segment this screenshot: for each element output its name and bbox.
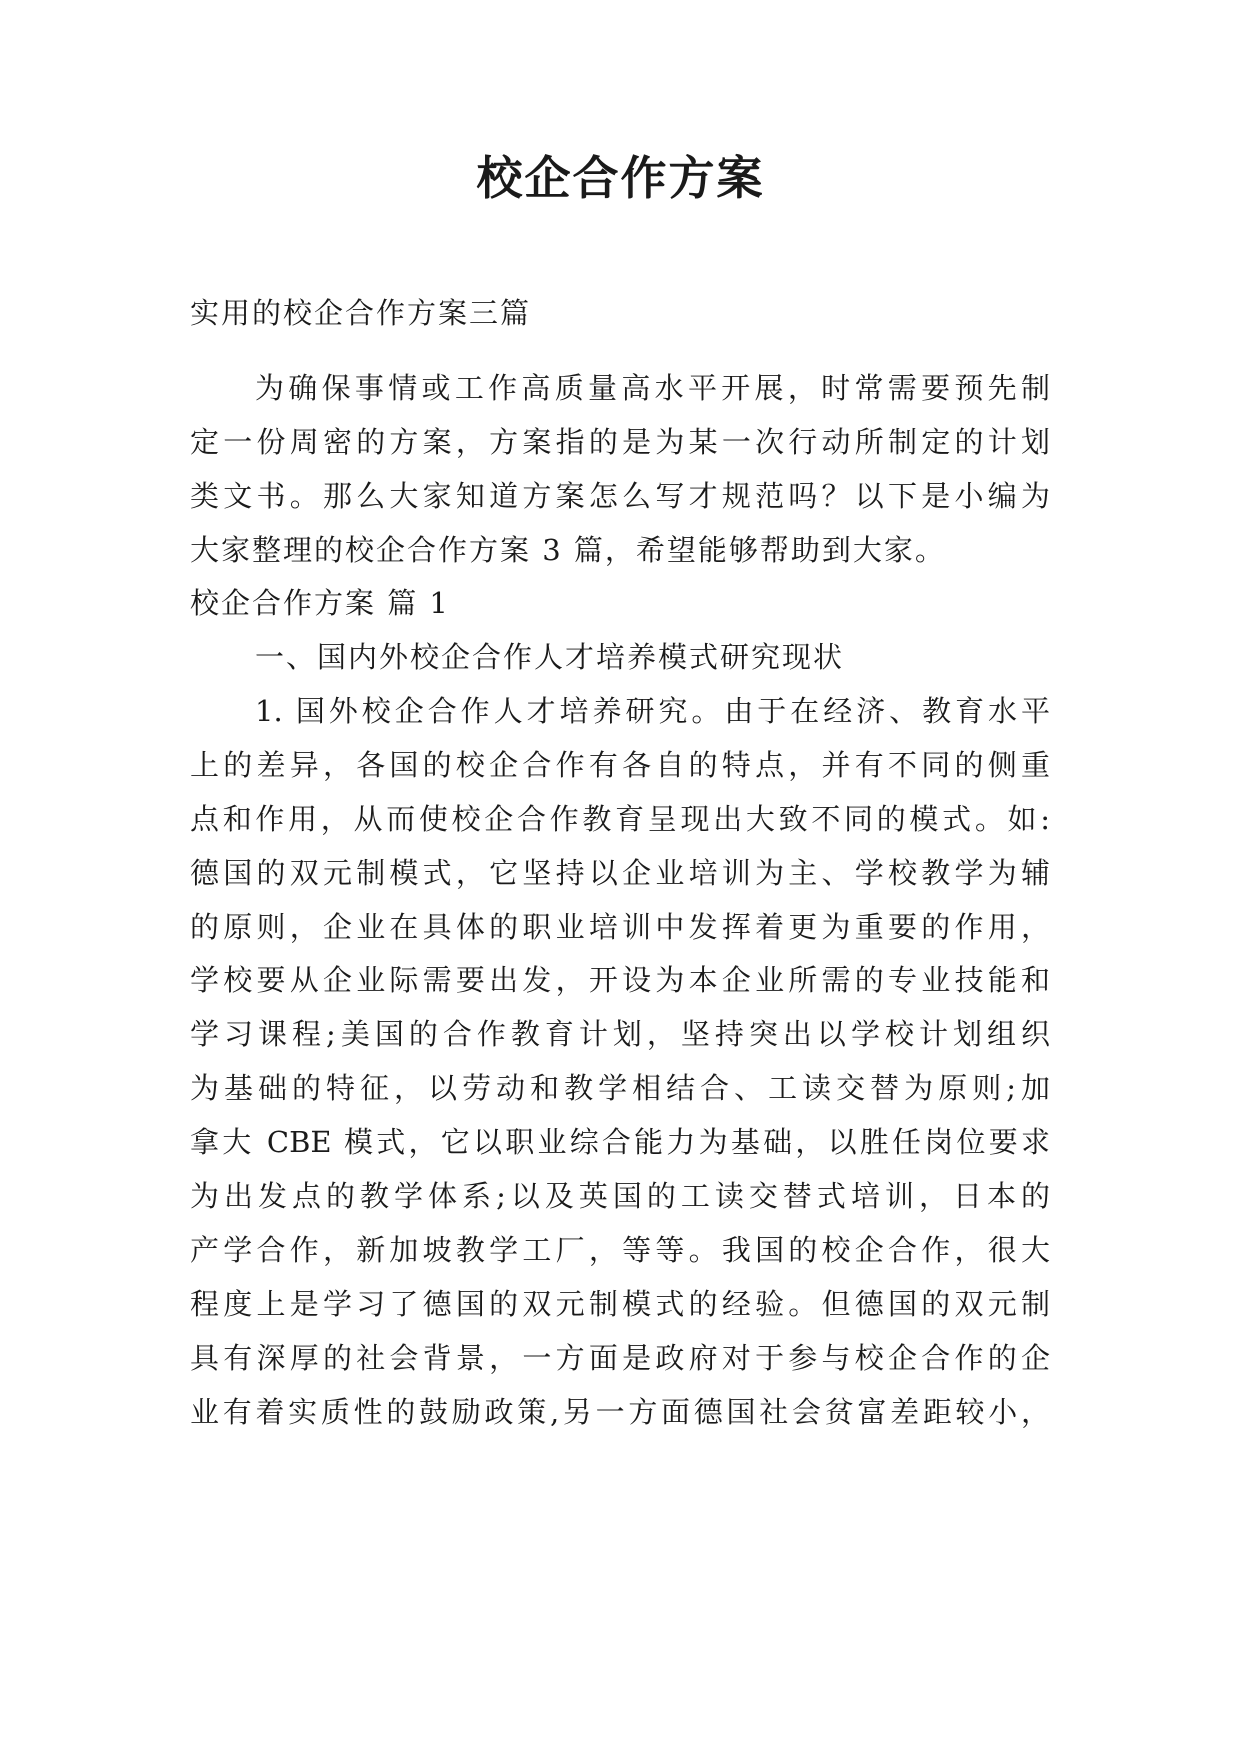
body-line: 产学合作，新加坡教学工厂，等等。我国的校企合作，很大 (190, 1233, 1050, 1267)
subsection-heading: 一、国内外校企合作人才培养模式研究现状 (255, 640, 845, 674)
body-line: 拿大 CBE 模式，它以职业综合能力为基础，以胜任岗位要求 (190, 1125, 1050, 1159)
body-line: 上的差异，各国的校企合作有各自的特点，并有不同的侧重 (190, 748, 1050, 782)
body-line: 德国的双元制模式，它坚持以企业培训为主、学校教学为辅 (190, 856, 1050, 890)
document-subtitle: 实用的校企合作方案三篇 (190, 296, 532, 330)
body-line: 为确保事情或工作高质量高水平开展，时常需要预先制 (255, 371, 1050, 405)
body-line: 类文书。那么大家知道方案怎么写才规范吗？以下是小编为 (190, 479, 1050, 513)
body-line: 大家整理的校企合作方案 3 篇，希望能够帮助到大家。 (190, 533, 946, 567)
body-line: 的原则，企业在具体的职业培训中发挥着更为重要的作用， (190, 910, 1050, 944)
body-line: 学校要从企业际需要出发，开设为本企业所需的专业技能和 (190, 963, 1050, 997)
body-line: 业有着实质性的鼓励政策,另一方面德国社会贫富差距较小， (190, 1395, 1050, 1429)
body-line: 学习课程;美国的合作教育计划，坚持突出以学校计划组织 (190, 1017, 1050, 1051)
section-heading: 校企合作方案 篇 1 (190, 586, 450, 620)
body-line: 程度上是学习了德国的双元制模式的经验。但德国的双元制 (190, 1287, 1050, 1321)
document-title: 校企合作方案 (476, 151, 765, 205)
body-line: 定一份周密的方案，方案指的是为某一次行动所制定的计划 (190, 425, 1050, 459)
body-line: 具有深厚的社会背景，一方面是政府对于参与校企合作的企 (190, 1341, 1050, 1375)
body-line: 为基础的特征，以劳动和教学相结合、工读交替为原则;加 (190, 1071, 1050, 1105)
body-line: 点和作用，从而使校企合作教育呈现出大致不同的模式。如: (190, 802, 1050, 836)
body-line: 为出发点的教学体系;以及英国的工读交替式培训，日本的 (190, 1179, 1050, 1213)
body-line: 1. 国外校企合作人才培养研究。由于在经济、教育水平 (255, 694, 1050, 728)
